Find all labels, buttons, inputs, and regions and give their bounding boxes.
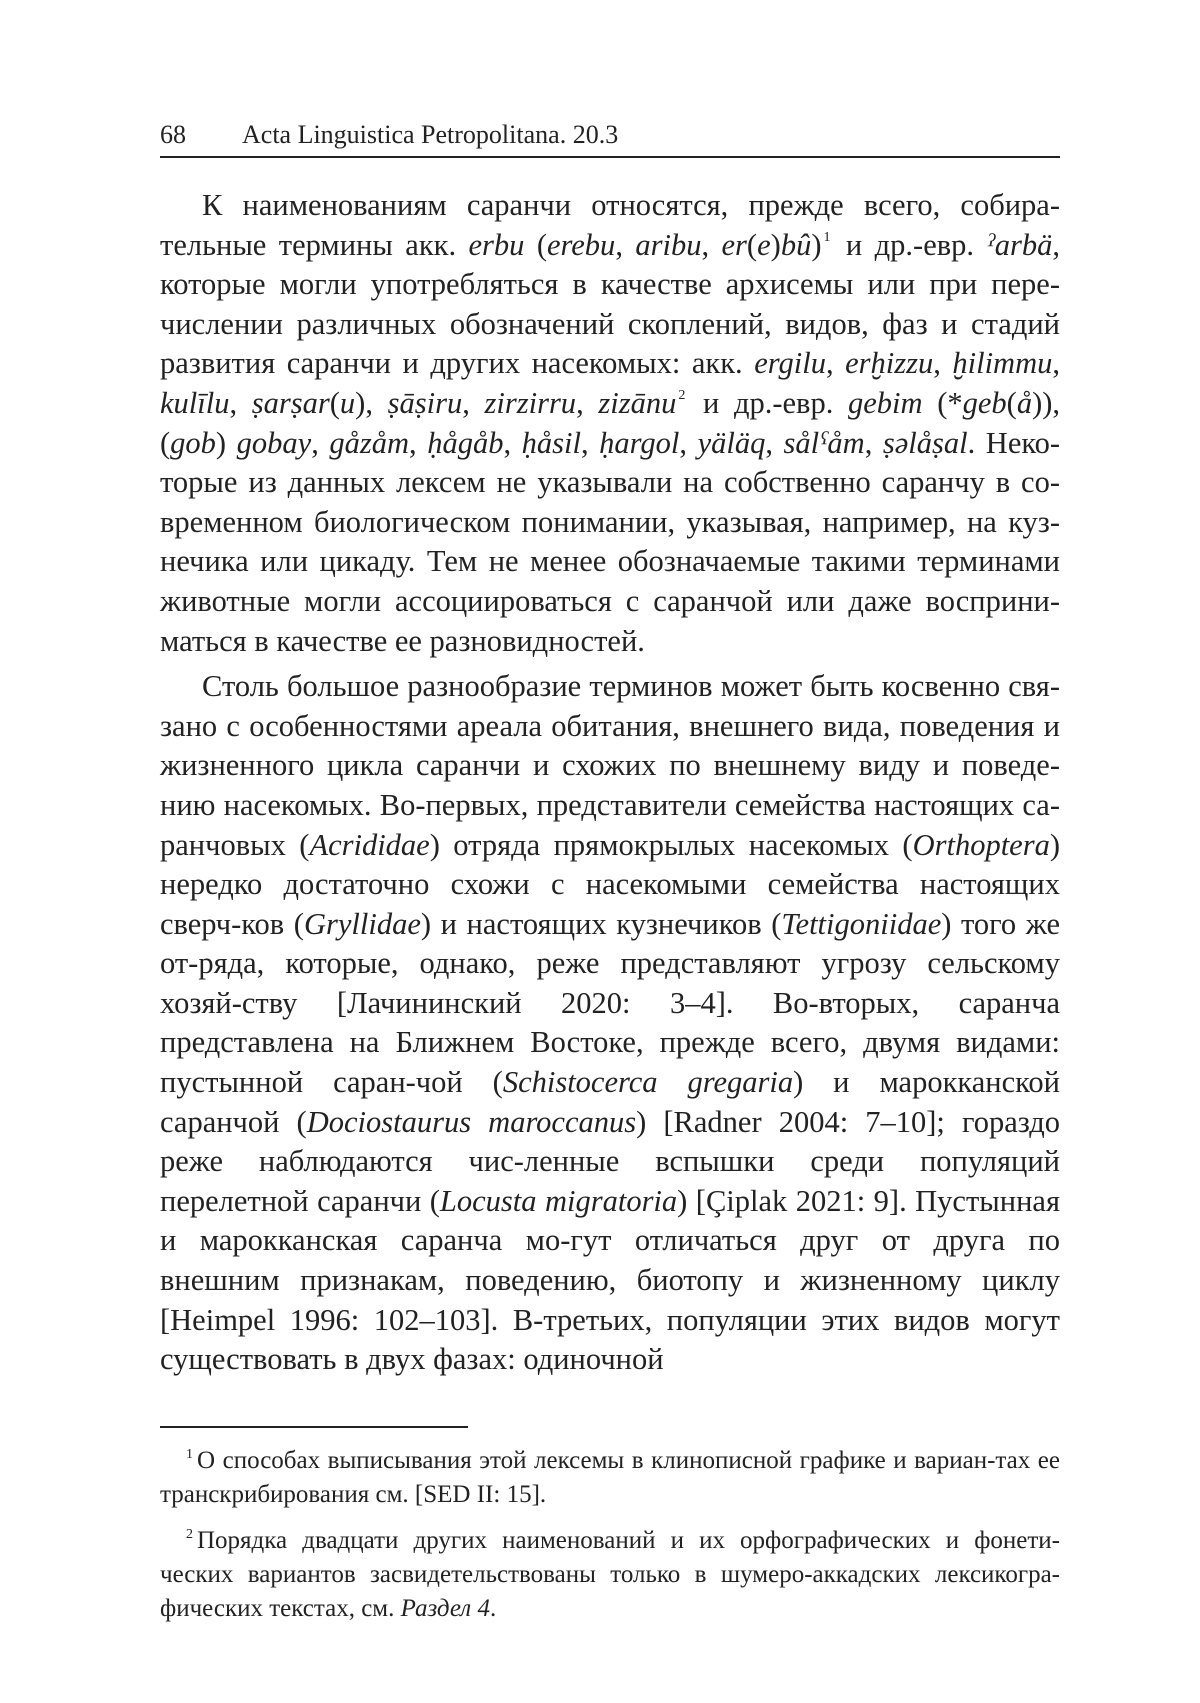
text-run: ) отряда прямокрылых насекомых ( <box>430 828 913 862</box>
paragraph <box>160 667 1060 1380</box>
text-run: Столь большое разнообразие терминов может быть косвенно свя-зано с особенностями ареала обитания, внешнего вида, поведения и жизненного цикла саранчи и схожих по внешнему виду и поведе-нию насекомых. Во-первых, представители семейства настоящих са-ранчовых ( <box>160 669 1060 861</box>
italic-term: ṣarṣar <box>252 386 330 420</box>
text-run: , которые могли употребляться в качестве архисемы или при пере-числении различных обозначений скоплений, видов, фаз и стадий развития саранчи и других насекомых: акк. <box>160 228 1060 381</box>
text-run: и др.-евр. <box>688 386 848 420</box>
footnote-ref-2[interactable]: 2 <box>676 388 688 403</box>
footnote-number: 1 <box>186 1447 197 1462</box>
journal-title: Acta Linguistica Petropolitana. 20.3 <box>242 120 618 149</box>
italic-term: erbu <box>469 228 525 262</box>
italic-term: erebu <box>547 228 615 262</box>
text-run: ) того же от-ряда, которые, однако, реже представляют угрозу сельскому хозяй-ству [Лачининский 2020: 3–4]. Во-вторых, саранча представлена на Ближнем Востоке, прежде всего, двумя видами: пустынной саран-чой ( <box>160 907 1060 1099</box>
italic-term: ergilu <box>754 346 826 380</box>
book-page <box>160 118 1060 1638</box>
italic-term: gobay <box>237 426 312 460</box>
italic-term: gob <box>170 426 216 460</box>
italic-term: ˀarbä <box>986 228 1052 262</box>
text-run: , <box>311 426 329 460</box>
text-run: . Неко-торые из данных лексем не указывали на собственно саранчу в со-временном биологическом понимании, указывая, например, на куз-нечика или цикаду. Тем не менее обозначаемые такими терминами животные могли ассоциироваться с саранчой или даже восприни-маться в качестве ее разновидностей. <box>160 426 1060 658</box>
section-reference[interactable]: Раздел 4 <box>401 1595 490 1622</box>
text-run: , <box>826 346 845 380</box>
text-run: , <box>933 346 952 380</box>
italic-term: Locusta migratoria <box>440 1184 677 1218</box>
text-run: , <box>701 228 721 262</box>
text-run: , <box>679 426 697 460</box>
footnote-text: Порядка двадцати других наименований и их орфографических и фонети-ческих вариантов засвидетельствованы только в шумеро-аккадских лексикогра-фических текстах, см. <box>160 1527 1060 1622</box>
text-run: , <box>615 228 635 262</box>
italic-term: Schistocerca gregaria <box>503 1065 793 1099</box>
text-run: ( <box>747 228 757 262</box>
italic-term: ḥåsil <box>522 426 581 460</box>
text-run: , <box>1052 346 1060 380</box>
text-run: ( <box>524 228 547 262</box>
page-number: 68 <box>160 118 242 152</box>
italic-term: å <box>1017 386 1032 420</box>
italic-term: bû <box>781 228 812 262</box>
italic-term: ṣəlåṣal <box>883 426 968 460</box>
paragraph <box>160 186 1060 661</box>
italic-term: er <box>722 228 747 262</box>
italic-term: geb <box>963 386 1007 420</box>
italic-term: Gryllidae <box>304 907 421 941</box>
text-run: ), <box>355 386 387 420</box>
footnote-2 <box>160 1524 1060 1626</box>
italic-term: zizānu <box>598 386 676 420</box>
text-run: ) <box>216 426 237 460</box>
footnote-1 <box>160 1444 1060 1512</box>
text-run: ) [Çiplak 2021: 9]. Пустынная и марокканская саранча мо-гут отличаться друг от друга по внешним признакам, поведению, биотопу и жизненному циклу [Heimpel 1996: 102–103]. В-третьих, популяции этих видов могут существовать в двух фазах: одиночной <box>160 1184 1060 1376</box>
italic-term: sålˁåm <box>784 426 865 460</box>
text-run: , <box>462 386 484 420</box>
italic-term: aribu <box>635 228 701 262</box>
italic-term: gebim <box>848 386 923 420</box>
text-run: и др.-евр. <box>833 228 986 262</box>
body-text <box>160 186 1060 1380</box>
italic-term: e <box>757 228 771 262</box>
italic-term: kulīlu <box>160 386 229 420</box>
italic-term: ḥågåb <box>427 426 503 460</box>
text-run: ) [Radner 2004: 7–10]; гораздо реже наблюдаются чис-ленные вспышки среди популяций перелетной саранчи ( <box>160 1105 1060 1218</box>
text-run: ( <box>1007 386 1017 420</box>
italic-term: yäläq <box>698 426 766 460</box>
italic-term: Tettigoniidae <box>781 907 941 941</box>
footnote-ref-1[interactable]: 1 <box>821 230 833 245</box>
footnote-text: О способах выписывания этой лексемы в клинописной графике и вариан-тах ее транскрибирования см. [SED II: 15]. <box>160 1447 1060 1508</box>
footnote-divider <box>160 1426 468 1428</box>
italic-term: erḫizzu <box>845 346 933 380</box>
italic-term: gåzåm <box>329 426 409 460</box>
footnote-text: . <box>490 1595 496 1622</box>
text-run: ) и настоящих кузнечиков ( <box>421 907 782 941</box>
italic-term: ḫilimmu <box>952 346 1052 380</box>
text-run: , <box>229 386 251 420</box>
italic-term: u <box>340 386 355 420</box>
text-run: , <box>581 426 599 460</box>
italic-term: Dociostaurus maroccanus <box>307 1105 636 1139</box>
text-run: ) нередко достаточно схожи с насекомыми семейства настоящих сверч-ков ( <box>160 828 1060 941</box>
text-run: , <box>765 426 783 460</box>
italic-term: zirzirru <box>485 386 577 420</box>
italic-term: Orthoptera <box>913 828 1050 862</box>
text-run: ( <box>330 386 340 420</box>
footnote-number: 2 <box>186 1527 197 1542</box>
text-run: , <box>576 386 598 420</box>
text-run: )), ( <box>160 386 1060 460</box>
text-run: К наименованиям саранчи относятся, прежде всего, собира-тельные термины акк. <box>160 188 1060 262</box>
italic-term: ṣāṣiru <box>388 386 463 420</box>
running-header <box>160 118 1060 158</box>
text-run: ) <box>811 228 821 262</box>
text-run: ) и марокканской саранчой ( <box>160 1065 1060 1139</box>
text-run: (* <box>923 386 963 420</box>
text-run: ) <box>771 228 781 262</box>
italic-term: Acrididae <box>309 828 429 862</box>
text-run: , <box>409 426 427 460</box>
footnotes <box>160 1444 1060 1626</box>
text-run: , <box>503 426 521 460</box>
text-run: , <box>865 426 883 460</box>
italic-term: ḥargol <box>599 426 679 460</box>
